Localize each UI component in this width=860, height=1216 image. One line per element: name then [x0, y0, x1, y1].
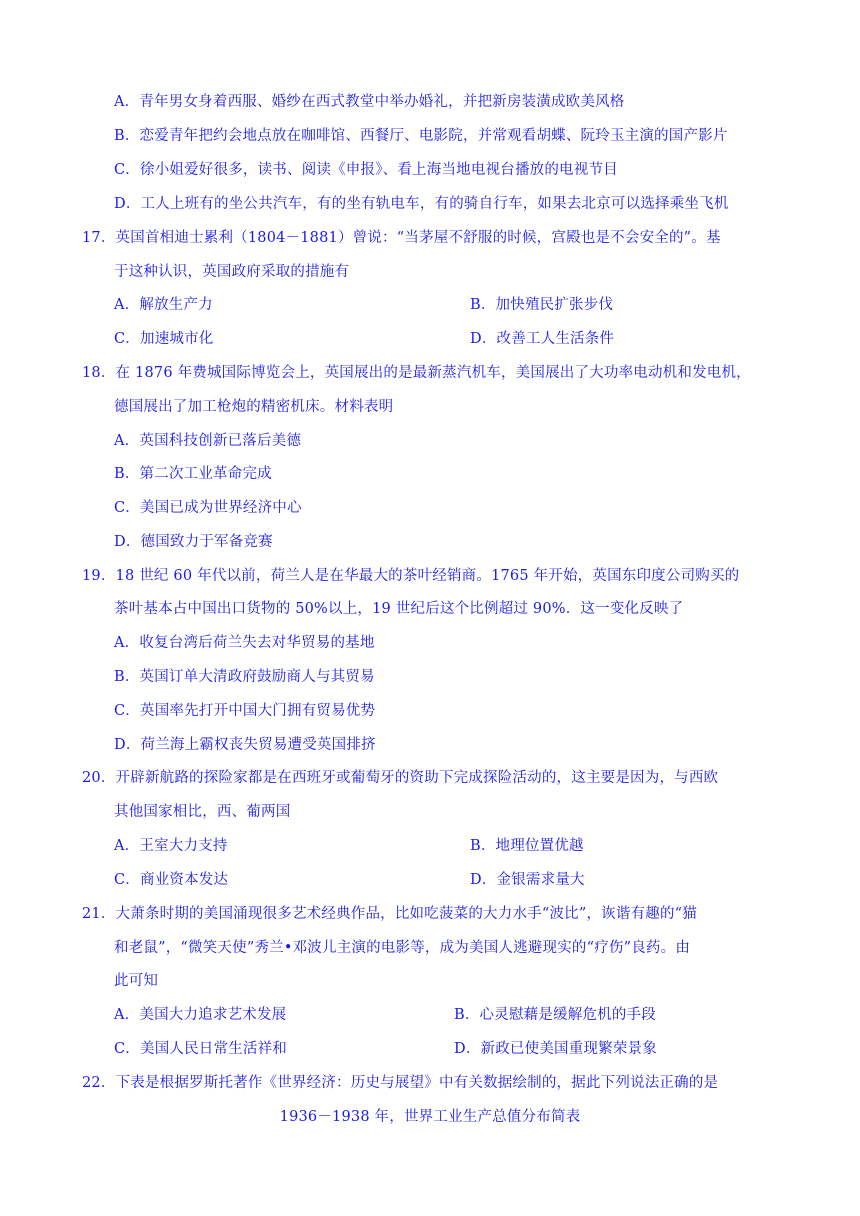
q20-option-b: B．地理位置优越	[470, 838, 584, 854]
q21-option-c: C．美国人民日常生活祥和	[114, 1041, 287, 1057]
q18-stem-line1: 18．在 1876 年费城国际博览会上，英国展出的是最新蒸汽机车，美国展出了大功率电动机和发电机，	[82, 365, 751, 381]
q17-stem-line1: 17．英国首相迪士累利（1804－1881）曾说：“当茅屋不舒服的时候，宫殿也是不会安全的”。基	[82, 230, 721, 246]
q19-stem-line1: 19．18 世纪 60 年代以前，荷兰人是在华最大的茶叶经销商。1765 年开始，英国东印度公司购买的	[82, 568, 740, 584]
q19-option-c: C．英国率先打开中国大门拥有贸易优势	[114, 703, 376, 719]
q16-option-d: D．工人上班有的坐公共汽车，有的坐有轨电车，有的骑自行车，如果去北京可以选择乘坐飞机	[114, 196, 729, 212]
q17-option-a: A．解放生产力	[114, 297, 213, 313]
q18-option-b: B．第二次工业革命完成	[114, 466, 272, 482]
q22-stem-line1: 22．下表是根据罗斯托著作《世界经济：历史与展望》中有关数据绘制的，据此下列说法正确的是	[82, 1075, 719, 1091]
q20-option-d: D．金银需求量大	[470, 872, 585, 888]
q16-option-c: C．徐小姐爱好很多，读书、阅读《申报》、看上海当地电视台播放的电视节目	[114, 162, 618, 178]
q21-option-a: A．美国大力追求艺术发展	[114, 1007, 287, 1023]
q18-option-a: A．英国科技创新已落后美德	[114, 433, 302, 449]
q20-option-a: A．王室大力支持	[114, 838, 228, 854]
q21-stem-line2: 和老鼠”，“微笑天使”秀兰•邓波儿主演的电影等，成为美国人逃避现实的“疗伤”良药。由	[114, 940, 691, 956]
q19-option-d: D．荷兰海上霸权丧失贸易遭受英国排挤	[114, 737, 376, 753]
q21-option-d: D．新政已使美国重现繁荣景象	[454, 1041, 657, 1057]
q17-option-c: C．加速城市化	[114, 331, 214, 347]
q17-option-b: B．加快殖民扩张步伐	[470, 297, 614, 313]
q21-option-b: B．心灵慰藉是缓解危机的手段	[454, 1007, 656, 1023]
q19-option-b: B．英国订单大清政府鼓励商人与其贸易	[114, 669, 375, 685]
q20-stem-line2: 其他国家相比，西、葡两国	[114, 804, 291, 820]
q17-option-d: D．改善工人生活条件	[470, 331, 615, 347]
q19-option-a: A．收复台湾后荷兰失去对华贸易的基地	[114, 635, 375, 651]
q21-stem-line3: 此可知	[114, 973, 159, 989]
q20-option-c: C．商业资本发达	[114, 872, 229, 888]
q18-stem-line2: 德国展出了加工枪炮的精密机床。材料表明	[114, 399, 394, 415]
q19-stem-line2: 茶叶基本占中国出口货物的 50%以上，19 世纪后这个比例超过 90%．这一变化反映了	[114, 601, 684, 617]
q16-option-a: A．青年男女身着西服、婚纱在西式教堂中举办婚礼，并把新房装潢成欧美风格	[114, 94, 625, 110]
q20-stem-line1: 20．开辟新航路的探险家都是在西班牙或葡萄牙的资助下完成探险活动的，这主要是因为，与西欧	[82, 770, 719, 786]
q17-stem-line2: 于这种认识，英国政府采取的措施有	[114, 264, 350, 280]
q22-table-title: 1936－1938 年，世界工业生产总值分布简表	[279, 1109, 581, 1125]
q18-option-c: C．美国已成为世界经济中心	[114, 500, 302, 516]
q18-option-d: D．德国致力于军备竞赛	[114, 534, 273, 550]
q21-stem-line1: 21．大萧条时期的美国涌现很多艺术经典作品，比如吃菠菜的大力水手“波比”，诙谐有趣的“猫	[82, 906, 697, 922]
q16-option-b: B．恋爱青年把约会地点放在咖啡馆、西餐厅、电影院，并常观看胡蝶、阮玲玉主演的国产影片	[114, 128, 728, 144]
